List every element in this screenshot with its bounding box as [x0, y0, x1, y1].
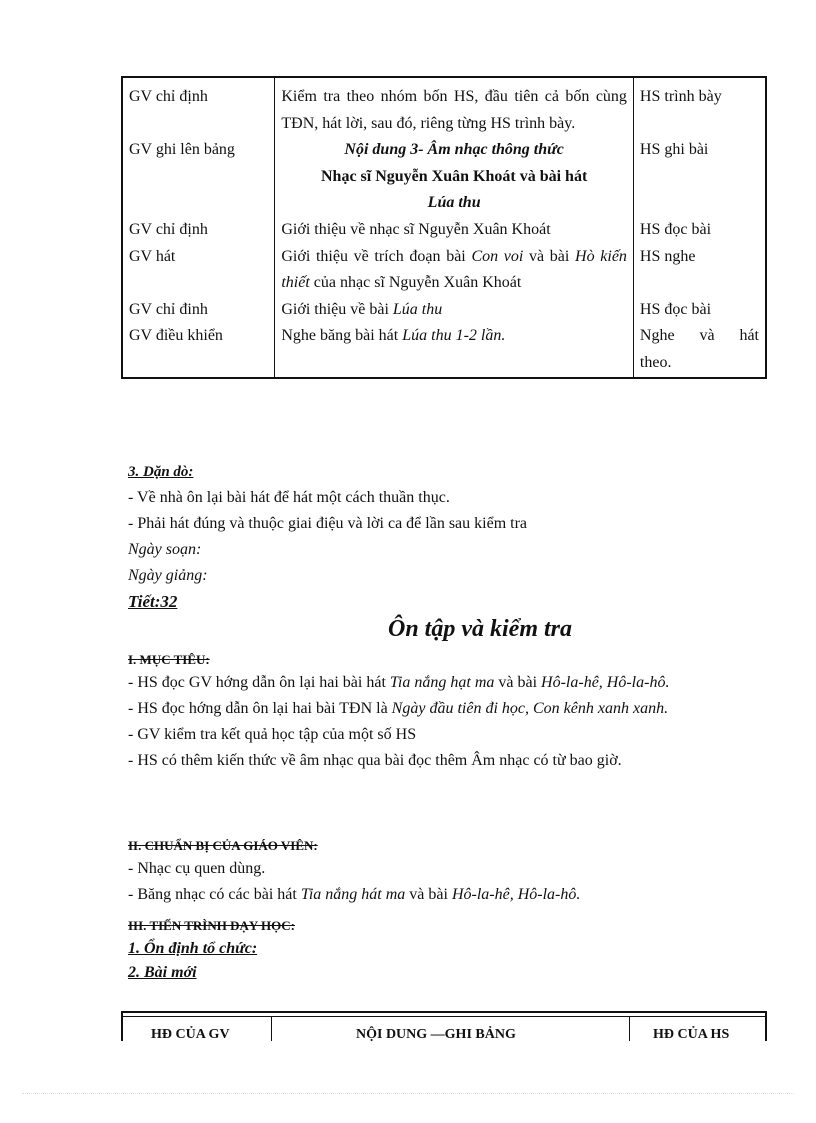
- word: hát: [739, 327, 759, 345]
- paragraph: - GV kiểm tra kết quả học tập của một số HS: [128, 726, 417, 743]
- content-cell: Giới thiệu về nhạc sĩ Nguyễn Xuân Khoát: [275, 217, 634, 244]
- table-row: [122, 217, 766, 244]
- song-name: Hò kiến thiết: [281, 247, 627, 292]
- process-section: [128, 915, 768, 985]
- content-cell: Kiểm tra theo nhóm bốn HS, đầu tiên cả bốn cùng TĐN, hát lời, sau đó, riêng từng HS trình bày.: [275, 77, 634, 137]
- section-heading: 3. Dặn dò:: [128, 464, 194, 480]
- justified-line: [640, 323, 759, 350]
- table-row: [122, 244, 766, 297]
- column-divider: [271, 1016, 272, 1041]
- text-run: Nghe băng bài hát: [281, 327, 403, 345]
- objectives-section: [128, 650, 768, 774]
- student-activity-cell: HS trình bày: [633, 77, 766, 137]
- paragraph: - Phải hát đúng và thuộc giai điệu và lời ca để lần sau kiểm tra: [128, 515, 528, 532]
- text-run: và bài: [494, 674, 542, 691]
- song-title: Lúa thu: [427, 194, 481, 212]
- table-row: [122, 297, 766, 324]
- text-run: Giới thiệu về trích đoạn bài: [281, 247, 472, 265]
- teacher-activity-cell: GV hát: [122, 244, 275, 297]
- text-run: - HS đọc GV hớng dẫn ôn lại hai bài hát: [128, 674, 390, 691]
- song-name: Hô-la-hê, Hô-la-hô.: [451, 886, 581, 903]
- teacher-activity-cell: GV chỉ định: [122, 77, 275, 137]
- student-activity-cell: [633, 323, 766, 377]
- section-heading: I. MỤC TIÊU:: [128, 652, 210, 667]
- teacher-activity-cell: GV ghi lên bảng: [122, 137, 275, 217]
- table-row: [122, 77, 766, 137]
- homework-section: [128, 459, 768, 589]
- word: và: [699, 327, 715, 345]
- table-row: [122, 323, 766, 377]
- text-run: - HS đọc hớng dẫn ôn lại hai bài TĐN là: [128, 700, 392, 717]
- page-title: Ôn tập và kiểm tra: [388, 616, 572, 642]
- step-heading: 1. Ổn định tổ chức:: [128, 940, 258, 957]
- section-title: Nội dung 3- Âm nhạc thông thức: [344, 141, 564, 159]
- preparation-section: [128, 836, 768, 908]
- table-row: [122, 137, 766, 217]
- content-cell: [275, 137, 634, 217]
- section-subtitle: Nhạc sĩ Nguyễn Xuân Khoát và bài hát: [321, 167, 588, 185]
- song-name: Ngày đầu tiên đi học, Con kênh xanh xanh.: [391, 700, 669, 717]
- song-name: Tia nắng hát ma: [300, 886, 406, 903]
- student-activity-cell: HS đọc bài: [633, 297, 766, 324]
- word: theo.: [639, 353, 672, 371]
- student-activity-cell: HS ghi bài: [633, 137, 766, 217]
- column-header-student: HĐ CỦA HS: [653, 1027, 730, 1042]
- song-name: Con voi: [471, 247, 524, 265]
- section-heading: II. CHUẨN BỊ CỦA GIÁO VIÊN:: [128, 838, 318, 853]
- song-name: Lúa thu 1-2 lần.: [402, 327, 506, 345]
- student-activity-cell: HS nghe: [633, 244, 766, 297]
- paragraph: [128, 696, 768, 722]
- paragraph: - Nhạc cụ quen dùng.: [128, 860, 266, 877]
- song-name: Hô-la-hê, Hô-la-hô.: [541, 674, 670, 691]
- lesson-number: Tiết:32: [128, 592, 178, 611]
- text-run: và bài: [523, 247, 576, 265]
- column-divider: [629, 1016, 630, 1041]
- song-name: Tia nắng hạt ma: [389, 674, 495, 691]
- paragraph: - Về nhà ôn lại bài hát để hát một cách thuần thục.: [128, 489, 450, 506]
- activity-table-header: [121, 1011, 767, 1041]
- content-cell: [275, 244, 634, 297]
- step-heading: 2. Bài mới: [128, 964, 197, 981]
- content-cell: [275, 323, 634, 377]
- song-name: Lúa thu: [392, 300, 443, 318]
- text-run: và bài: [405, 886, 452, 903]
- double-rule: [123, 1016, 765, 1017]
- text-run: - Băng nhạc có các bài hát: [128, 886, 301, 903]
- section-heading: III. TIẾN TRÌNH DẠY HỌC:: [128, 918, 295, 933]
- teacher-activity-cell: GV chỉ định: [122, 217, 275, 244]
- teacher-activity-cell: GV chỉ đinh: [122, 297, 275, 324]
- student-activity-cell: HS đọc bài: [633, 217, 766, 244]
- text-run: của nhạc sĩ Nguyễn Xuân Khoát: [309, 274, 522, 292]
- column-header-content: NỘI DUNG —GHI BẢNG: [356, 1027, 516, 1042]
- paragraph: [128, 882, 768, 908]
- column-header-teacher: HĐ CỦA GV: [151, 1027, 230, 1042]
- prep-date-label: Ngày soạn:: [128, 541, 202, 558]
- lesson-activity-table: [121, 76, 767, 379]
- text-run: Giới thiệu về bài: [281, 300, 393, 318]
- teach-date-label: Ngày giảng:: [128, 567, 208, 584]
- paragraph: - HS có thêm kiến thức về âm nhạc qua bài đọc thêm Âm nhạc có từ bao giờ.: [128, 752, 622, 769]
- teacher-activity-cell: GV điều khiển: [122, 323, 275, 377]
- paragraph: [128, 670, 768, 696]
- content-cell: [275, 297, 634, 324]
- page-break-rule: [22, 1093, 794, 1094]
- word: Nghe: [639, 327, 675, 345]
